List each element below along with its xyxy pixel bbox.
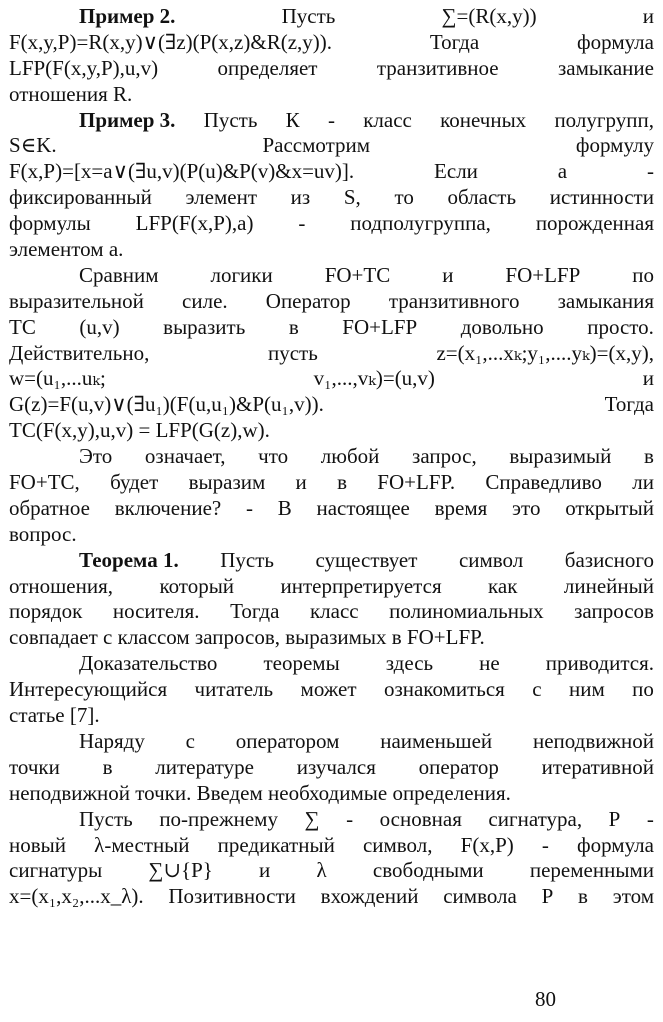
word: открытый [565, 495, 654, 520]
word: область [447, 185, 517, 210]
text-line [9, 755, 654, 781]
word: приводится. [545, 651, 654, 676]
word: Рассмотрим [262, 133, 371, 158]
word: G(z)=F(u,v)∨(∃u₁)(F(u,u₁)&P(u₁,v)). [9, 392, 324, 417]
word: свободными [372, 858, 484, 883]
word: с [185, 728, 195, 753]
word: выразить [163, 314, 246, 339]
word: S∈K. [9, 133, 57, 158]
word: в [578, 884, 588, 909]
text-line [9, 703, 654, 729]
word: выразимый [509, 444, 612, 469]
word: базисного [564, 547, 654, 572]
text-line [9, 599, 654, 625]
word: Наряду [79, 728, 145, 753]
word: предикатный [217, 832, 335, 857]
word: определяет [217, 55, 318, 80]
word: изучался [296, 754, 376, 779]
text-line [9, 341, 654, 367]
word: как [488, 573, 518, 598]
text-line [9, 4, 654, 30]
text-line [9, 625, 654, 651]
text-line [9, 56, 654, 82]
word: F(x,P)=[x=a∨(∃u,v)(P(u)&P(v)&x=uv)]. [9, 159, 355, 184]
word: ∑=(R(x,y)) [441, 4, 537, 28]
word: Если [434, 159, 478, 184]
word: неподвижной [532, 728, 654, 753]
word: λ-местный [94, 832, 190, 857]
word: Тогда [604, 392, 654, 417]
text-line [9, 574, 654, 600]
word: - [327, 107, 335, 132]
word: подполугруппа, [350, 211, 491, 236]
text-line [9, 392, 654, 418]
word: символ [458, 547, 524, 572]
word: класс [309, 599, 359, 624]
word: запрос, [412, 444, 477, 469]
word: итеративной [541, 754, 654, 779]
word: ∑∪{P} [148, 858, 213, 883]
text-line [9, 884, 654, 910]
word: формулы [9, 211, 91, 236]
word: формулу [575, 133, 654, 158]
word: запросов [574, 599, 654, 624]
word: Интересующийся [9, 677, 168, 702]
text-line [9, 418, 654, 444]
word: который [159, 573, 235, 598]
word: Это [79, 444, 113, 469]
word: Доказательство [79, 651, 218, 676]
word: выразительной [9, 288, 144, 313]
word: довольно [460, 314, 544, 339]
word: в [644, 444, 654, 469]
word: истинности [549, 185, 654, 210]
word: FO+LFP. [377, 470, 456, 495]
word: ознакомиться [383, 677, 505, 702]
text-line [9, 677, 654, 703]
word: существует [315, 547, 418, 572]
word: будет [110, 470, 159, 495]
word: совпадает с классом запросов, выразимых в FO+LFP. [9, 625, 485, 650]
word: переменными [529, 858, 654, 883]
word: - [298, 211, 306, 236]
text-line [9, 315, 654, 341]
word: FO+LFP [505, 262, 581, 287]
word: в [337, 470, 347, 495]
word: ∑ [304, 806, 320, 831]
word: логики [210, 262, 273, 287]
text-line [9, 30, 654, 56]
word: обратное [9, 495, 90, 520]
text-line [9, 159, 654, 185]
word: означает, [144, 444, 226, 469]
word: К [285, 107, 300, 132]
word: порожденная [535, 211, 654, 236]
word: Пусть [79, 806, 133, 831]
word: литературе [155, 754, 254, 779]
word: Пусть [203, 107, 258, 132]
text-line [9, 496, 654, 522]
word: FO+TC, [9, 470, 80, 495]
text-line [9, 289, 654, 315]
word: любой [320, 444, 380, 469]
word: и [295, 470, 307, 495]
word: с [532, 677, 542, 702]
text-line [9, 470, 654, 496]
word: Пусть [220, 547, 274, 572]
word: наименьшей [380, 728, 493, 753]
word: LFP(F(x,P),a) [135, 211, 254, 236]
word: Пример 3. [79, 107, 176, 132]
word: просто. [587, 314, 654, 339]
text-line [9, 108, 654, 134]
word: из [290, 185, 311, 210]
word: отношения, [9, 573, 114, 598]
word: Сравним [79, 262, 159, 287]
text-line [9, 133, 654, 159]
word: включение? [114, 495, 222, 520]
word: теоремы [263, 651, 340, 676]
word: символ, [362, 832, 433, 857]
word: в [288, 314, 299, 339]
word: статье [7]. [9, 703, 100, 728]
word: носителя. [112, 599, 200, 624]
word: Р [608, 806, 621, 831]
word: Тогда [429, 29, 480, 54]
word: полугрупп, [554, 107, 654, 132]
text-line [9, 82, 654, 108]
word: не [479, 651, 500, 676]
word: замыкание [557, 55, 654, 80]
word: вхождений [320, 884, 419, 909]
word: и [259, 858, 271, 883]
word: - [647, 159, 654, 184]
word: Теорема 1. [79, 547, 179, 572]
text-line [9, 237, 654, 263]
text-line [9, 651, 654, 677]
text-line [9, 211, 654, 237]
word: F(x,P) [460, 832, 514, 857]
word: то [394, 185, 414, 210]
word: элементом а. [9, 237, 124, 262]
text-line [9, 833, 654, 859]
word: линейный [563, 573, 654, 598]
word: Действительно, [9, 340, 150, 365]
word: TC(F(x,y),u,v) = LFP(G(z),w). [9, 418, 270, 443]
word: (u,v) [79, 314, 120, 339]
text-line [9, 522, 654, 548]
word: настоящее [316, 495, 410, 520]
word: может [300, 677, 357, 702]
word: и [642, 366, 654, 391]
word: Пусть [281, 4, 336, 28]
word: FO+TC [324, 262, 391, 287]
word: z=(x₁,...xₖ;y₁,....yₖ)=(x,y), [436, 340, 654, 365]
word: формула [577, 832, 654, 857]
word: замыкания [557, 288, 654, 313]
word: Р [541, 884, 554, 909]
word: здесь [385, 651, 434, 676]
text-body [9, 4, 654, 910]
word: сигнатуры [9, 858, 103, 883]
word: символа [443, 884, 517, 909]
text-line [9, 548, 654, 574]
word: - [245, 495, 253, 520]
word: - [541, 832, 549, 857]
word: читатель [194, 677, 274, 702]
word: по [632, 262, 654, 287]
word: время [434, 495, 488, 520]
word: LFP(F(x,y,P),u,v) [9, 55, 159, 80]
word: отношения R. [9, 81, 133, 106]
word: оператор [418, 754, 499, 779]
word: Тогда [230, 599, 280, 624]
word: F(x,y,P)=R(x,y)∨(∃z)(P(x,z)&R(z,y)). [9, 29, 333, 54]
word: Пример 2. [79, 4, 176, 28]
word: класс [363, 107, 412, 132]
word: основная [379, 806, 462, 831]
word: Позитивности [168, 884, 296, 909]
word: в [102, 754, 113, 779]
text-line [9, 858, 654, 884]
word: выразим [188, 470, 266, 495]
text-line [9, 263, 654, 289]
text-line [9, 781, 654, 807]
word: по [632, 677, 654, 702]
text-line [9, 729, 654, 755]
word: - [646, 806, 654, 831]
text-line [9, 185, 654, 211]
word: пусть [267, 340, 318, 365]
word: сигнатура, [488, 806, 583, 831]
word: а [557, 159, 568, 184]
word: TC [9, 314, 36, 339]
word: вопрос. [9, 521, 77, 546]
word: силе. [182, 288, 228, 313]
word: новый [9, 832, 67, 857]
word: Оператор [265, 288, 351, 313]
word: по-прежнему [159, 806, 278, 831]
word: ли [632, 470, 654, 495]
word: полиномиальных [389, 599, 544, 624]
word: Справедливо [485, 470, 602, 495]
page-number: 80 [535, 987, 556, 1011]
word: фиксированный [9, 185, 152, 210]
word: λ [316, 858, 327, 883]
word: этом [612, 884, 654, 909]
word: и [642, 4, 654, 28]
word: оператором [235, 728, 340, 753]
word: v₁,...,vₖ)=(u,v) [313, 366, 435, 391]
word: FO+LFP [342, 314, 418, 339]
word: это [512, 495, 541, 520]
word: конечных [440, 107, 527, 132]
word: w=(u₁,...uₖ; [9, 366, 106, 391]
word: что [258, 444, 289, 469]
word: транзитивное [376, 55, 499, 80]
word: ним [568, 677, 605, 702]
word: элемент [185, 185, 257, 210]
word: S, [343, 185, 361, 210]
text-line [9, 807, 654, 833]
word: транзитивного [388, 288, 520, 313]
text-line [9, 366, 654, 392]
word: интерпретируется [280, 573, 442, 598]
word: порядок [9, 599, 83, 624]
word: В [277, 495, 292, 520]
text-page [9, 4, 654, 910]
word: и [442, 262, 454, 287]
word: неподвижной точки. Введем необходимые определения. [9, 780, 511, 805]
word: точки [9, 754, 60, 779]
word: - [346, 806, 354, 831]
word: x=(x₁,x₂,...x_λ). [9, 884, 144, 909]
text-line [9, 444, 654, 470]
word: формула [577, 29, 654, 54]
